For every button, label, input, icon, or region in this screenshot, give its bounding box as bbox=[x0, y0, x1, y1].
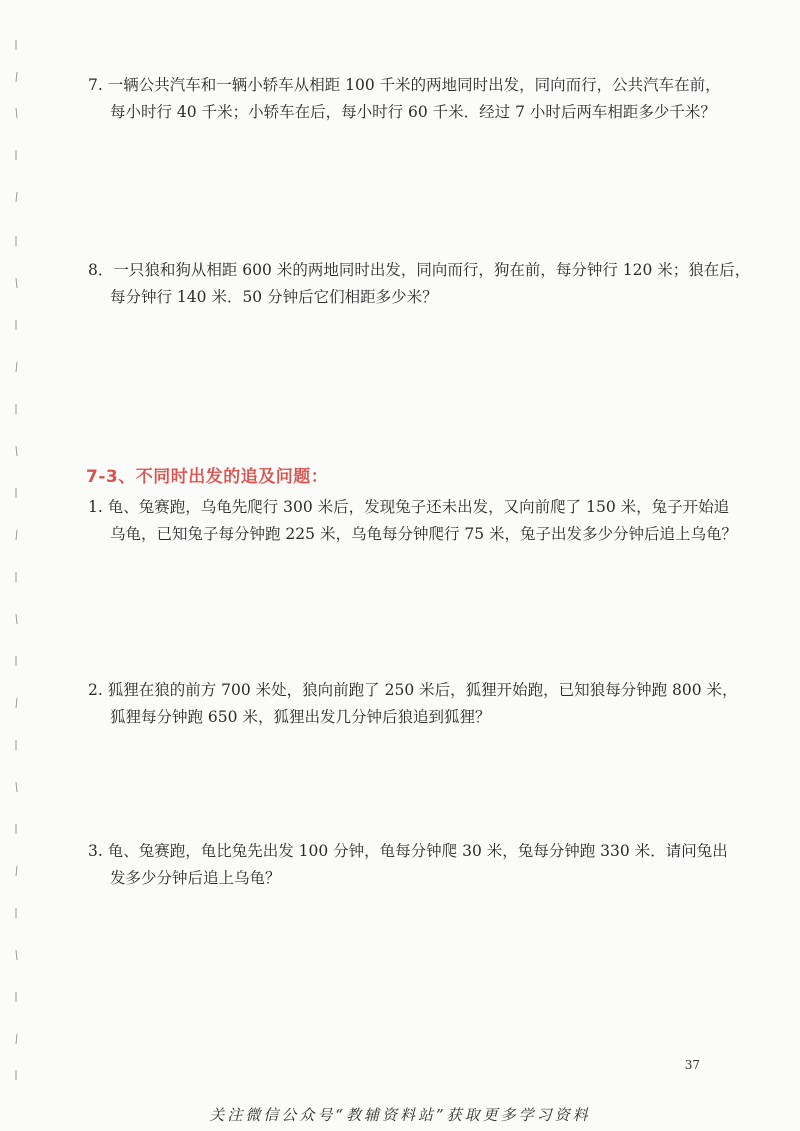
problem-8-number: 8． bbox=[88, 261, 114, 279]
problem-7 bbox=[88, 72, 738, 126]
section-problem-1-number: 1. bbox=[88, 498, 103, 516]
section-problem-1-line-1: 1. 龟、兔赛跑，乌龟先爬行 300 米后，发现兔子还未出发，又向前爬了 150 米，兔子开始追 bbox=[88, 498, 730, 516]
problem-8-line-2: 每分钟行 140 米．50 分钟后它们相距多少米？ bbox=[110, 288, 438, 306]
section-problem-1-line-2: 乌龟，已知兔子每分钟跑 225 米，乌龟每分钟爬行 75 米，兔子出发多少分钟后追上乌龟？ bbox=[110, 525, 738, 543]
problem-8 bbox=[88, 257, 751, 311]
section-problem-3-line-2: 发多少分钟后追上乌龟？ bbox=[110, 869, 281, 887]
section-problem-2 bbox=[88, 677, 738, 731]
problem-8-line-1: 8．一只狼和狗从相距 600 米的两地同时出发，同向而行，狗在前，每分钟行 120 米；狼在后， bbox=[88, 261, 751, 279]
binding-margin-marks bbox=[0, 0, 30, 1131]
section-problem-3-line-1: 3. 龟、兔赛跑，龟比兔先出发 100 分钟，龟每分钟爬 30 米，兔每分钟跑 330 米．请问兔出 bbox=[88, 842, 728, 860]
page-number: 37 bbox=[684, 1058, 700, 1072]
section-problem-3 bbox=[88, 838, 738, 892]
section-problem-2-line-1: 2. 狐狸在狼的前方 700 米处，狼向前跑了 250 米后，狐狸开始跑，已知狼每分钟跑 800 米， bbox=[88, 681, 738, 699]
problem-7-line-1: 7. 一辆公共汽车和一辆小轿车从相距 100 千米的两地同时出发，同向而行，公共汽车在前， bbox=[88, 76, 721, 94]
section-problem-3-number: 3. bbox=[88, 842, 103, 860]
section-problem-2-line-2: 狐狸每分钟跑 650 米，狐狸出发几分钟后狼追到狐狸？ bbox=[110, 708, 491, 726]
section-problem-1 bbox=[88, 494, 738, 548]
problem-7-number: 7. bbox=[88, 76, 103, 94]
section-title: 7-3、不同时出发的追及问题： bbox=[86, 467, 329, 487]
problem-7-line-2: 每小时行 40 千米；小轿车在后，每小时行 60 千米．经过 7 小时后两车相距多少千米？ bbox=[110, 103, 716, 121]
section-problem-2-number: 2. bbox=[88, 681, 103, 699]
footer-watermark: 关注微信公众号“教辅资料站”获取更多学习资料 bbox=[209, 1106, 591, 1124]
